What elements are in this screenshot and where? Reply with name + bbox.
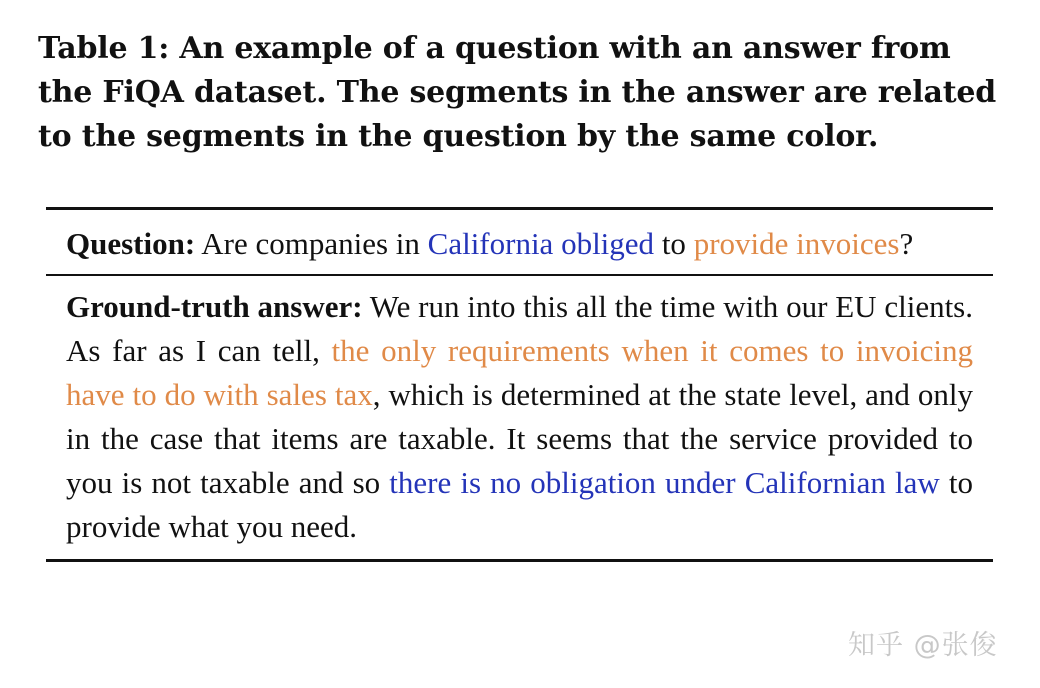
- question-text-part-1: Are companies in: [195, 226, 428, 261]
- answer-text-part-1: We run into this all the time with our EU clients. As far as I can tell,: [66, 289, 973, 368]
- answer-text-part-3: to provide what you need.: [66, 465, 973, 544]
- question-orange-segment: provide invoices: [693, 226, 900, 261]
- answer-row: [46, 276, 993, 559]
- question-row: [46, 210, 993, 274]
- zhihu-watermark: 知乎 @张俊: [848, 630, 998, 661]
- question-blue-segment: California obliged: [427, 226, 655, 261]
- question-label: Question:: [66, 226, 196, 261]
- answer-orange-segment: the only requirements when it comes to invoicing have to do with sales tax: [66, 333, 973, 412]
- table-bottom-rule: [46, 559, 993, 562]
- example-table: [46, 207, 993, 562]
- table-caption: Table 1: An example of a question with an answer from the FiQA dataset. The segments in the answer are related to the segments in the question by the same color.: [38, 31, 997, 154]
- question-text-part-3: ?: [899, 226, 914, 261]
- question-text-part-2: to: [654, 226, 694, 261]
- answer-label: Ground-truth answer:: [66, 289, 363, 324]
- answer-blue-segment: there is no obligation under Californian law: [389, 465, 940, 500]
- answer-text-part-2: , which is determined at the state level, and only in the case that items are taxable. It seems that the service provided to you is not taxable and so: [66, 377, 973, 500]
